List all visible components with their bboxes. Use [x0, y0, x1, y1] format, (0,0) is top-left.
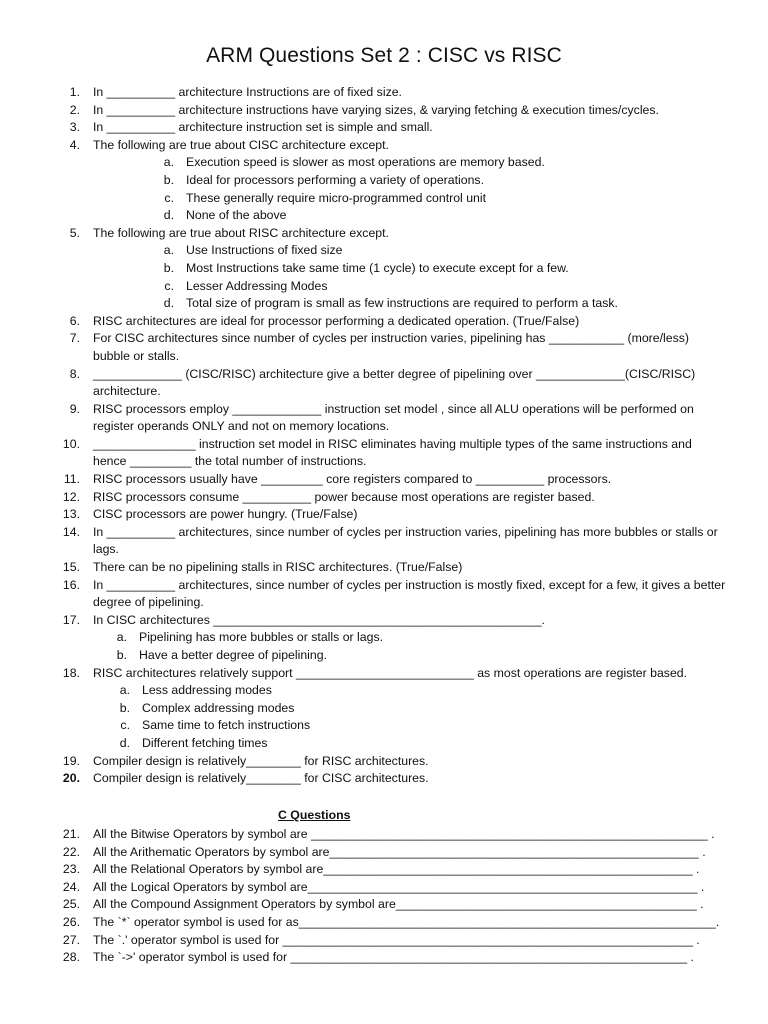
question-text: The following are true about CISC architecture except. [93, 137, 389, 152]
question-item [0, 471, 768, 489]
option-text: Less addressing modes [142, 683, 272, 698]
question-number: 20. [62, 771, 80, 786]
option-text: Complex addressing modes [142, 700, 295, 715]
option-item [0, 735, 768, 753]
question-text: In __________ architectures, since number of cycles per instruction varies, pipelining has more bubbles or stalls or lags. [93, 524, 718, 557]
option-item [0, 190, 768, 208]
question-text: RISC processors employ _____________ instruction set model , since all ALU operations will be performed on register operands ONLY and not on memory locations. [93, 401, 694, 434]
question-text: RISC processors consume __________ power because most operations are register based. [93, 489, 595, 504]
option-item [0, 717, 768, 735]
option-item [0, 295, 768, 313]
option-item [0, 278, 768, 296]
question-text: In __________ architecture Instructions are of fixed size. [93, 85, 402, 99]
question-item [0, 577, 768, 612]
question-text: CISC processors are power hungry. (True/False) [93, 507, 358, 522]
question-number: 18. [62, 665, 80, 680]
option-text: Lesser Addressing Modes [186, 278, 328, 293]
question-text: The `*` operator symbol is used for as_____________________________________________________________. [93, 914, 720, 929]
question-text: The following are true about RISC architecture except. [93, 225, 389, 240]
question-item [0, 844, 768, 862]
question-item [0, 914, 768, 932]
question-number: 16. [62, 577, 80, 592]
question-text: All the Logical Operators by symbol are_________________________________________________________ . [93, 879, 705, 894]
option-text: Pipelining has more bubbles or stalls or lags. [139, 630, 384, 645]
option-text: Same time to fetch instructions [142, 718, 311, 733]
question-text: In __________ architecture instructions have varying sizes, & varying fetching & execution times/cycles. [93, 102, 659, 117]
question-number: 2. [69, 102, 80, 117]
question-text: _____________ (CISC/RISC) architecture give a better degree of pipelining over _____________(CISC/RISC) architecture. [93, 366, 696, 399]
question-item [0, 119, 768, 137]
option-item [0, 154, 768, 172]
question-item [0, 489, 768, 507]
question-item [0, 932, 768, 950]
question-text: Compiler design is relatively________ for RISC architectures. [93, 753, 429, 768]
question-text: All the Bitwise Operators by symbol are __________________________________________________________ . [93, 827, 715, 841]
question-text: All the Arithematic Operators by symbol are______________________________________________________ . [93, 844, 706, 859]
option-item [0, 207, 768, 225]
option-text: Total size of program is small as few instructions are required to perform a task. [186, 296, 618, 311]
question-item [0, 137, 768, 155]
question-text: The `.' operator symbol is used for ____________________________________________________________ . [93, 932, 700, 947]
question-number: 7. [69, 331, 80, 346]
question-item [0, 770, 768, 788]
option-text: Different fetching times [142, 735, 268, 750]
question-text: Compiler design is relatively________ for CISC architectures. [93, 771, 429, 786]
option-item [0, 647, 768, 665]
question-item [0, 366, 768, 401]
option-item [0, 700, 768, 718]
option-item [0, 682, 768, 700]
question-text: There can be no pipelining stalls in RISC architectures. (True/False) [93, 560, 463, 575]
question-item [0, 401, 768, 436]
question-item [0, 84, 768, 102]
question-item [0, 225, 768, 243]
option-item [0, 172, 768, 190]
sub-options [0, 242, 768, 312]
question-number: 1. [69, 85, 80, 99]
option-item [0, 242, 768, 260]
c-questions-heading: C Questions [278, 808, 351, 822]
question-number: 23. [62, 862, 80, 877]
option-letter: a. [119, 683, 130, 698]
question-number: 14. [62, 524, 80, 539]
option-text: None of the above [186, 208, 287, 223]
question-number: 15. [62, 560, 80, 575]
question-number: 25. [62, 897, 80, 912]
option-letter: b. [119, 700, 130, 715]
question-number: 10. [62, 436, 80, 451]
question-number: 28. [62, 950, 80, 965]
question-number: 3. [69, 120, 80, 135]
question-item [0, 524, 768, 559]
question-number: 12. [62, 489, 80, 504]
option-item [0, 629, 768, 647]
question-text: The `->' operator symbol is used for __________________________________________________________ . [93, 950, 694, 965]
question-item [0, 753, 768, 771]
question-text: In CISC architectures ________________________________________________. [93, 612, 545, 627]
question-number: 8. [69, 366, 80, 381]
question-number: 4. [69, 137, 80, 152]
sub-options [0, 629, 768, 664]
question-number: 27. [62, 932, 80, 947]
question-item [0, 612, 768, 630]
sub-options [0, 154, 768, 224]
question-number: 13. [62, 507, 80, 522]
question-text: RISC processors usually have _________ core registers compared to __________ processors. [93, 472, 612, 487]
question-item [0, 861, 768, 879]
question-number: 17. [62, 612, 80, 627]
question-text: RISC architectures relatively support __________________________ as most operations are register based. [93, 665, 688, 680]
option-letter: b. [116, 648, 127, 662]
option-letter: d. [163, 296, 174, 311]
question-number: 9. [69, 401, 80, 416]
option-text: Most Instructions take same time (1 cycle) to execute except for a few. [186, 260, 569, 275]
option-item [0, 260, 768, 278]
question-text: RISC architectures are ideal for processor performing a dedicated operation. (True/False) [93, 313, 580, 328]
question-item [0, 506, 768, 524]
option-text: Execution speed is slower as most operations are memory based. [186, 155, 545, 170]
question-text: All the Relational Operators by symbol are______________________________________________________ . [93, 862, 700, 877]
option-text: Ideal for processors performing a variety of operations. [186, 172, 485, 187]
question-item [0, 559, 768, 577]
option-text: These generally require micro-programmed control unit [186, 190, 487, 205]
question-number: 11. [63, 472, 80, 487]
option-letter: d. [163, 208, 174, 223]
question-number: 21. [62, 827, 80, 841]
question-item [0, 896, 768, 914]
option-text: Use Instructions of fixed size [186, 243, 343, 258]
question-item [0, 665, 768, 683]
option-letter: c. [164, 278, 174, 293]
question-number: 22. [62, 844, 80, 859]
question-number: 5. [69, 225, 80, 240]
question-item [0, 949, 768, 967]
arm-question-list [0, 84, 768, 788]
question-number: 26. [62, 914, 80, 929]
question-text: All the Compound Assignment Operators by symbol are____________________________________________ . [93, 897, 704, 912]
question-item [0, 826, 768, 844]
option-letter: b. [163, 260, 174, 275]
question-text: In __________ architecture instruction set is simple and small. [93, 120, 433, 135]
question-text: For CISC architectures since number of cycles per instruction varies, pipelining has ___________ (more/less) bubble or stalls. [93, 331, 689, 363]
option-text: Have a better degree of pipelining. [139, 648, 327, 662]
sub-options [0, 682, 768, 752]
option-letter: c. [120, 718, 130, 733]
question-item [0, 879, 768, 897]
question-item [0, 330, 768, 365]
option-letter: d. [119, 735, 130, 750]
question-number: 24. [62, 879, 80, 894]
option-letter: a. [116, 630, 127, 645]
page-title: ARM Questions Set 2 : CISC vs RISC [206, 44, 562, 67]
question-number: 6. [69, 313, 80, 328]
option-letter: b. [163, 172, 174, 187]
option-letter: a. [163, 155, 174, 170]
question-text: _______________ instruction set model in RISC eliminates having multiple types of the same instructions and hence _________ the total number of instructions. [93, 436, 692, 469]
question-text: In __________ architectures, since number of cycles per instruction is mostly fixed, except for a few, it gives a better degree of pipelining. [93, 577, 726, 610]
option-letter: a. [163, 243, 174, 258]
question-item [0, 313, 768, 331]
c-question-list [0, 826, 768, 967]
question-number: 19. [62, 753, 80, 768]
question-item [0, 102, 768, 120]
question-item [0, 436, 768, 471]
option-letter: c. [164, 190, 174, 205]
